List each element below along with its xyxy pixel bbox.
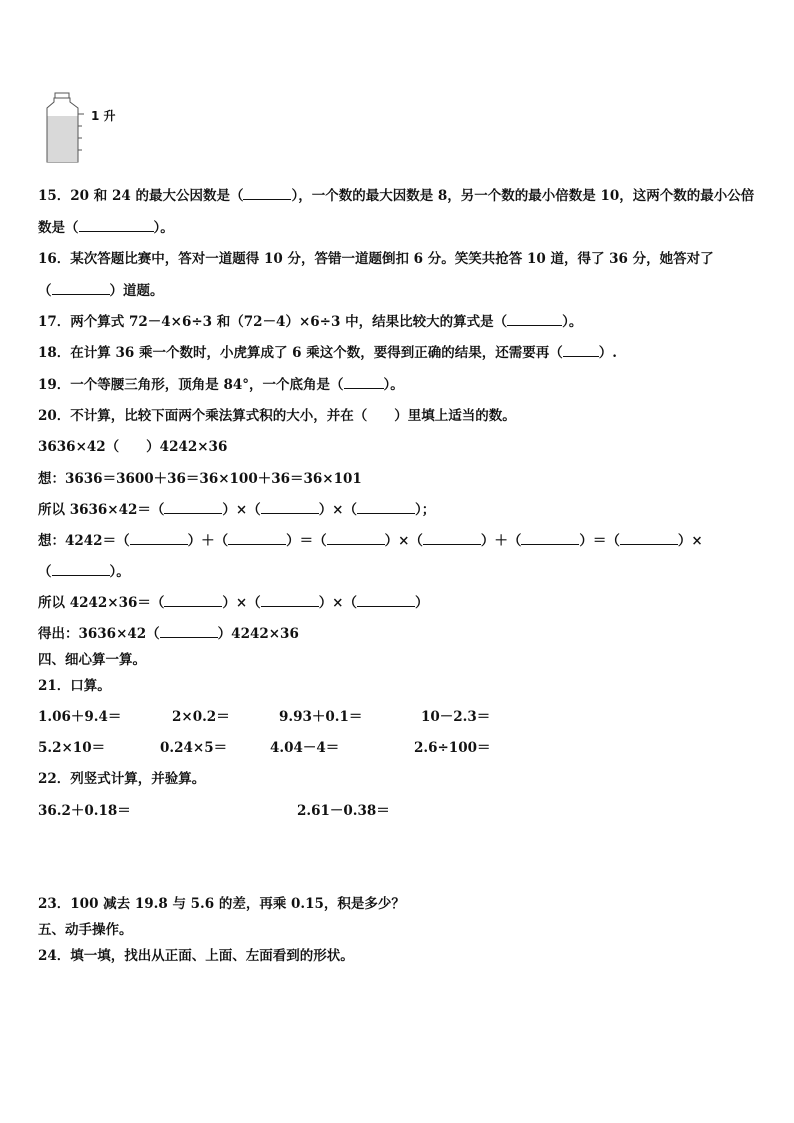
answer-blank[interactable] bbox=[243, 187, 291, 200]
question-19: 19．一个等腰三角形，顶角是 84°，一个底角是（ ）。 bbox=[38, 377, 404, 393]
answer-blank[interactable] bbox=[52, 563, 110, 576]
question-20-so-1: 所以 3636×42＝（ ）×（ ）×（ ）； bbox=[38, 502, 436, 518]
answer-blank[interactable] bbox=[164, 594, 222, 607]
answer-blank[interactable] bbox=[521, 532, 579, 545]
answer-blank[interactable] bbox=[130, 532, 188, 545]
section-5-heading: 五、动手操作。 bbox=[38, 922, 133, 938]
answer-blank[interactable] bbox=[228, 532, 286, 545]
answer-blank[interactable] bbox=[79, 219, 154, 232]
question-20-think-2: 想：4242＝（ ）＋（ ）＝（ ）×（ ）＋（ ）＝（ ）× bbox=[38, 533, 703, 549]
answer-blank[interactable] bbox=[620, 532, 678, 545]
question-16-line-1: 16．某次答题比赛中，答对一道题得 10 分，答错一道题倒扣 6 分。笑笑共抢答 10 道，得了 36 分，她答对了 bbox=[38, 251, 714, 267]
question-22-title: 22．列竖式计算，并验算。 bbox=[38, 771, 206, 787]
question-20-title: 20．不计算，比较下面两个乘法算式积的大小，并在（ ）里填上适当的数。 bbox=[38, 408, 516, 424]
question-16-line-2: （ ）道题。 bbox=[38, 283, 164, 299]
question-21-title: 21．口算。 bbox=[38, 678, 111, 694]
answer-blank[interactable] bbox=[357, 594, 415, 607]
answer-blank[interactable] bbox=[164, 501, 222, 514]
oral-calc-item: 1.06＋9.4＝ bbox=[38, 709, 122, 725]
oral-calc-item: 5.2×10＝ bbox=[38, 740, 106, 756]
answer-blank[interactable] bbox=[344, 376, 384, 389]
vertical-calc-item: 36.2＋0.18＝ bbox=[38, 803, 131, 819]
question-20-compare: 3636×42（ ）4242×36 bbox=[38, 439, 228, 455]
answer-blank[interactable] bbox=[327, 532, 385, 545]
answer-blank[interactable] bbox=[261, 501, 319, 514]
oral-calc-item: 0.24×5＝ bbox=[160, 740, 228, 756]
question-20-so-2: 所以 4242×36＝（ ）×（ ）×（ ） bbox=[38, 595, 429, 611]
answer-blank[interactable] bbox=[261, 594, 319, 607]
answer-blank[interactable] bbox=[507, 313, 562, 326]
oral-calc-item: 2.6÷100＝ bbox=[414, 740, 491, 756]
question-15-line-2: 数是（ ）。 bbox=[38, 220, 174, 236]
answer-blank[interactable] bbox=[423, 532, 481, 545]
bottle-label: 1 升 bbox=[91, 109, 116, 123]
question-20-result: 得出：3636×42（ ）4242×36 bbox=[38, 626, 299, 642]
question-15-line-1: 15．20 和 24 的最大公因数是（ ），一个数的最大因数是 8，另一个数的最小倍数是 10，这两个数的最小公倍 bbox=[38, 188, 755, 204]
question-17: 17．两个算式 72－4×6÷3 和（72－4）×6÷3 中，结果比较大的算式是（ ）。 bbox=[38, 314, 583, 330]
section-4-heading: 四、细心算一算。 bbox=[38, 652, 146, 668]
oral-calc-item: 9.93＋0.1＝ bbox=[279, 709, 363, 725]
question-18: 18．在计算 36 乘一个数时，小虎算成了 6 乘这个数，要得到正确的结果，还需要再（ ）. bbox=[38, 345, 617, 361]
oral-calc-item: 2×0.2＝ bbox=[172, 709, 230, 725]
answer-blank[interactable] bbox=[357, 501, 415, 514]
question-20-think-2-cont: （ ）。 bbox=[38, 564, 130, 580]
oral-calc-item: 4.04－4＝ bbox=[270, 740, 340, 756]
vertical-calc-item: 2.61－0.38＝ bbox=[297, 803, 390, 819]
answer-blank[interactable] bbox=[563, 344, 599, 357]
oral-calc-item: 10－2.3＝ bbox=[421, 709, 491, 725]
measuring-bottle-icon bbox=[44, 92, 116, 164]
answer-blank[interactable] bbox=[160, 625, 218, 638]
question-23: 23．100 减去 19.8 与 5.6 的差，再乘 0.15，积是多少？ bbox=[38, 896, 405, 912]
question-24: 24．填一填，找出从正面、上面、左面看到的形状。 bbox=[38, 948, 354, 964]
question-20-think-1: 想：3636＝3600＋36＝36×100＋36＝36×101 bbox=[38, 471, 362, 487]
answer-blank[interactable] bbox=[52, 282, 110, 295]
